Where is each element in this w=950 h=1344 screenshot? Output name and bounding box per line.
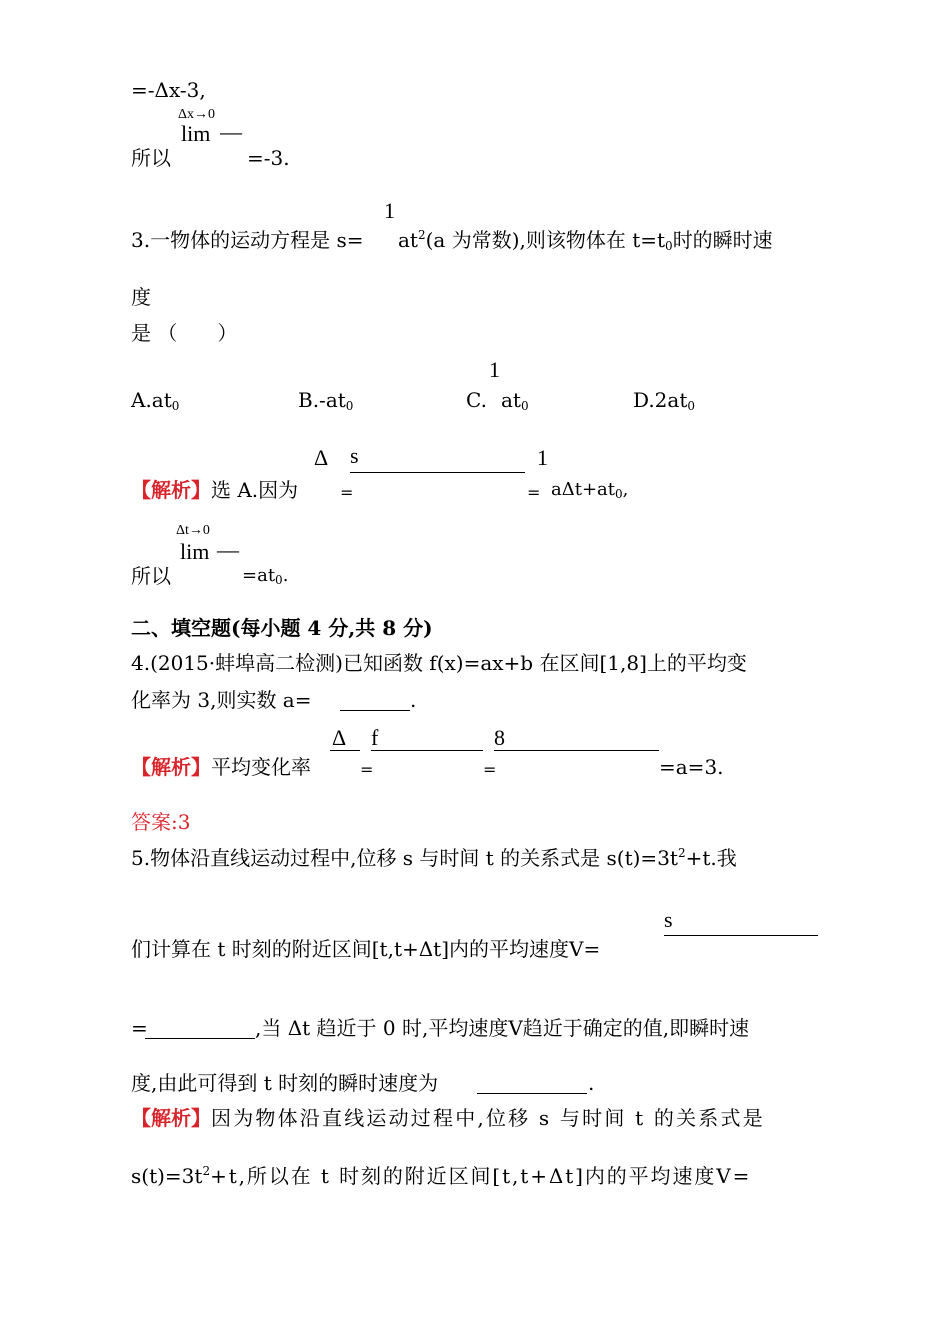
q3-line2: 度 bbox=[131, 285, 151, 309]
answer-4: 答案:3 bbox=[131, 810, 191, 834]
sol3-text: 【解析】选 A.因为 bbox=[131, 478, 299, 502]
sol4-bar1 bbox=[330, 750, 360, 751]
s1-line1: =-Δx-3, bbox=[131, 78, 206, 102]
sol3-fraction-bar bbox=[350, 472, 525, 473]
sol4-bar2 bbox=[371, 750, 483, 751]
section-title: 二、填空题(每小题 4 分,共 8 分) bbox=[131, 616, 433, 640]
q5-line2: 们计算在 t 时刻的附近区间[t,t+Δt]内的平均速度V= bbox=[131, 937, 601, 961]
s1-result: =-3. bbox=[247, 146, 290, 170]
sol4-eq1: = bbox=[360, 760, 374, 779]
sol4-delta: Δ bbox=[332, 725, 347, 750]
q5-fraction-bar bbox=[664, 935, 818, 936]
sol4-eq2: = bbox=[483, 760, 497, 779]
sol4-text: 【解析】平均变化率 bbox=[131, 755, 311, 779]
q4-line1: 4.(2015·蚌埠高二检测)已知函数 f(x)=ax+b 在区间[1,8]上的平均变 bbox=[131, 651, 747, 675]
sol4-bar3 bbox=[494, 750, 659, 751]
sol3-eq2: = bbox=[527, 483, 541, 502]
q4-answer-blank bbox=[340, 710, 410, 711]
q5-line1: 5.物体沿直线运动过程中,位移 s 与时间 t 的关系式是 $s(t)=3t^2+t$.我 bbox=[131, 846, 737, 870]
sol4-eight: 8 bbox=[494, 725, 505, 750]
sol3-lim: lim bbox=[180, 539, 210, 564]
sol5-line2: $s(t)=3t^2+t$,所以在 t 时刻的附近区间[t,t+Δt]内的平均速度V= bbox=[131, 1164, 752, 1188]
q5-line4a: 度,由此可得到 t 时刻的瞬时速度为 bbox=[131, 1071, 439, 1095]
analysis-tag: 【解析】 bbox=[131, 1106, 211, 1130]
q3-main: $at^2(a$ 为常数),则该物体在 $t=t_0$时的瞬时速 bbox=[398, 228, 773, 253]
sol3-delta: Δ bbox=[314, 445, 329, 470]
q5-blank1 bbox=[145, 1038, 255, 1039]
sol4-result: =a=3. bbox=[659, 755, 724, 779]
sol3-eq1: = bbox=[340, 483, 354, 502]
q3-frac-num: 1 bbox=[384, 198, 395, 223]
sol4-f: f bbox=[371, 725, 379, 750]
q5-s: s bbox=[664, 907, 673, 932]
q4-line2a: 化率为 3,则实数 a= bbox=[131, 688, 312, 712]
s1-lim-sub: Δx→0 bbox=[178, 107, 216, 122]
q5-eq: = bbox=[131, 1016, 148, 1040]
sol3-dash: — bbox=[217, 537, 239, 562]
sol5-line1: 【解析】因为物体沿直线运动过程中,位移 s 与时间 t 的关系式是 bbox=[131, 1106, 765, 1130]
q3-line3: 是 （ ） bbox=[131, 321, 238, 345]
sol3-s: s bbox=[350, 443, 359, 468]
sol3-result: $=at_0$. bbox=[242, 565, 289, 587]
s1-suoyi: 所以 bbox=[131, 146, 171, 170]
sol3-one: 1 bbox=[537, 445, 548, 470]
q4-line2b: . bbox=[410, 688, 417, 712]
q5-blank2 bbox=[477, 1093, 587, 1094]
s1-lim: lim bbox=[181, 121, 211, 146]
q3-option-a: $A.at_0$ bbox=[131, 388, 180, 413]
s1-dash: — bbox=[220, 119, 242, 144]
sol3-lim-sub: Δt→0 bbox=[176, 523, 210, 538]
analysis-tag: 【解析】 bbox=[131, 478, 211, 502]
q3-option-b: $B.-at_0$ bbox=[298, 388, 354, 413]
sol3-tail: $a\Delta t+at_0$, bbox=[551, 479, 629, 501]
q3-option-c-label: C. bbox=[466, 388, 487, 412]
q3-option-d: $D.2at_0$ bbox=[633, 388, 696, 413]
sol3-suoyi: 所以 bbox=[131, 564, 171, 588]
q5-line4b: . bbox=[588, 1071, 595, 1095]
analysis-tag: 【解析】 bbox=[131, 755, 211, 779]
q3-optC-num: 1 bbox=[489, 357, 500, 382]
q3-prefix: 3.一物体的运动方程是 s= bbox=[131, 228, 364, 252]
q3-option-c: $at_0$ bbox=[501, 388, 529, 413]
q5-line3: ,当 Δt 趋近于 0 时,平均速度V趋近于确定的值,即瞬时速 bbox=[255, 1016, 750, 1040]
